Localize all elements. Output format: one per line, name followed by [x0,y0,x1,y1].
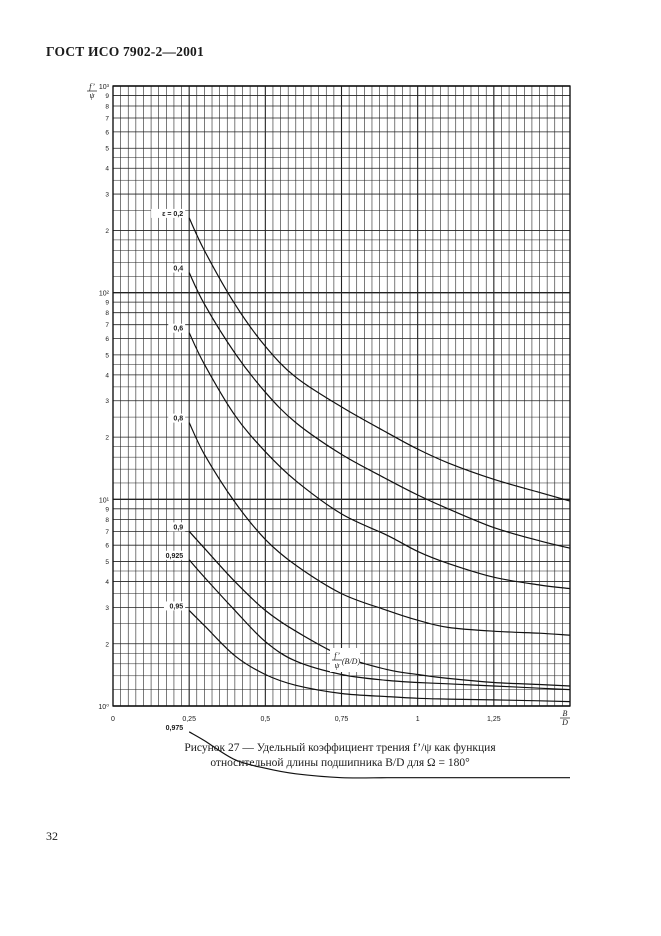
inner-label-numerator: f’ [334,651,340,660]
y-tick-label: 5 [105,145,109,153]
y-tick-label-decade: 10² [98,290,109,298]
y-tick-label-decade: 10¹ [98,497,109,505]
y-tick-label: 6 [105,336,109,344]
y-tick-label: 7 [105,322,109,330]
inner-formula-label [330,648,360,672]
series-label: 0,8 [173,415,184,423]
y-tick-label: 3 [105,191,109,199]
caption-line-2: относительной длины подшипника B/D для Ω = 180° [210,757,470,769]
series-label: 0,95 [169,603,184,611]
y-tick-label: 2 [105,434,109,442]
y-tick-label: 5 [105,352,109,360]
y-tick-label-decade: 10⁰ [98,704,109,711]
y-tick-label: 3 [105,604,109,612]
y-tick-label: 3 [105,398,109,406]
y-tick-label: 9 [105,506,109,514]
y-tick-label: 8 [105,310,109,318]
y-tick-label: 7 [105,115,109,123]
caption-line-1: Рисунок 27 — Удельный коэффициент трения f’/ψ как функция [184,742,496,754]
series-label: 0,4 [173,265,184,273]
series-label: 0,6 [173,325,184,333]
axis-title-numerator: f’ [89,82,95,91]
y-tick-label: 7 [105,528,109,536]
x-tick-label: 0 [111,716,115,723]
axis-title-denominator: ψ [89,91,95,100]
y-tick-label: 6 [105,129,109,137]
page-header: ГОСТ ИСО 7902-2—2001 [46,44,204,59]
y-axis-title [87,82,97,100]
y-tick-label: 9 [105,92,109,100]
inner-label-denominator: ψ [334,661,340,670]
page-number: 32 [46,829,58,843]
x-tick-label: 0,75 [334,716,349,723]
y-tick-label-decade: 10³ [98,84,109,91]
y-tick-label: 4 [105,372,109,380]
y-tick-label: 2 [105,641,109,649]
x-tick-label: 0,5 [260,716,271,723]
x-tick-label: 0,25 [182,716,196,723]
y-tick-label: 9 [105,299,109,307]
x-tick-label: 1,25 [487,716,501,723]
chart-grid [113,86,570,706]
series-label: 0,975 [165,724,184,732]
y-tick-label: 4 [105,165,109,173]
axis-title-denominator: D [562,718,568,727]
y-tick-label: 8 [105,103,109,111]
y-tick-label: 4 [105,579,109,587]
y-tick-label: 6 [105,542,109,550]
x-axis-title [560,709,570,727]
axis-title-numerator: B [562,709,568,718]
y-tick-label: 8 [105,516,109,524]
y-tick-label: 2 [105,227,109,235]
figure-caption [100,741,580,771]
y-tick-label: 5 [105,559,109,567]
x-tick-label: 1 [415,716,420,723]
series-label: 0,925 [165,552,184,560]
series-label: ε = 0,2 [162,210,184,218]
inner-label-argument: (B/D) [341,657,361,666]
chart-axes [87,82,570,727]
series-label: 0,9 [173,524,184,532]
